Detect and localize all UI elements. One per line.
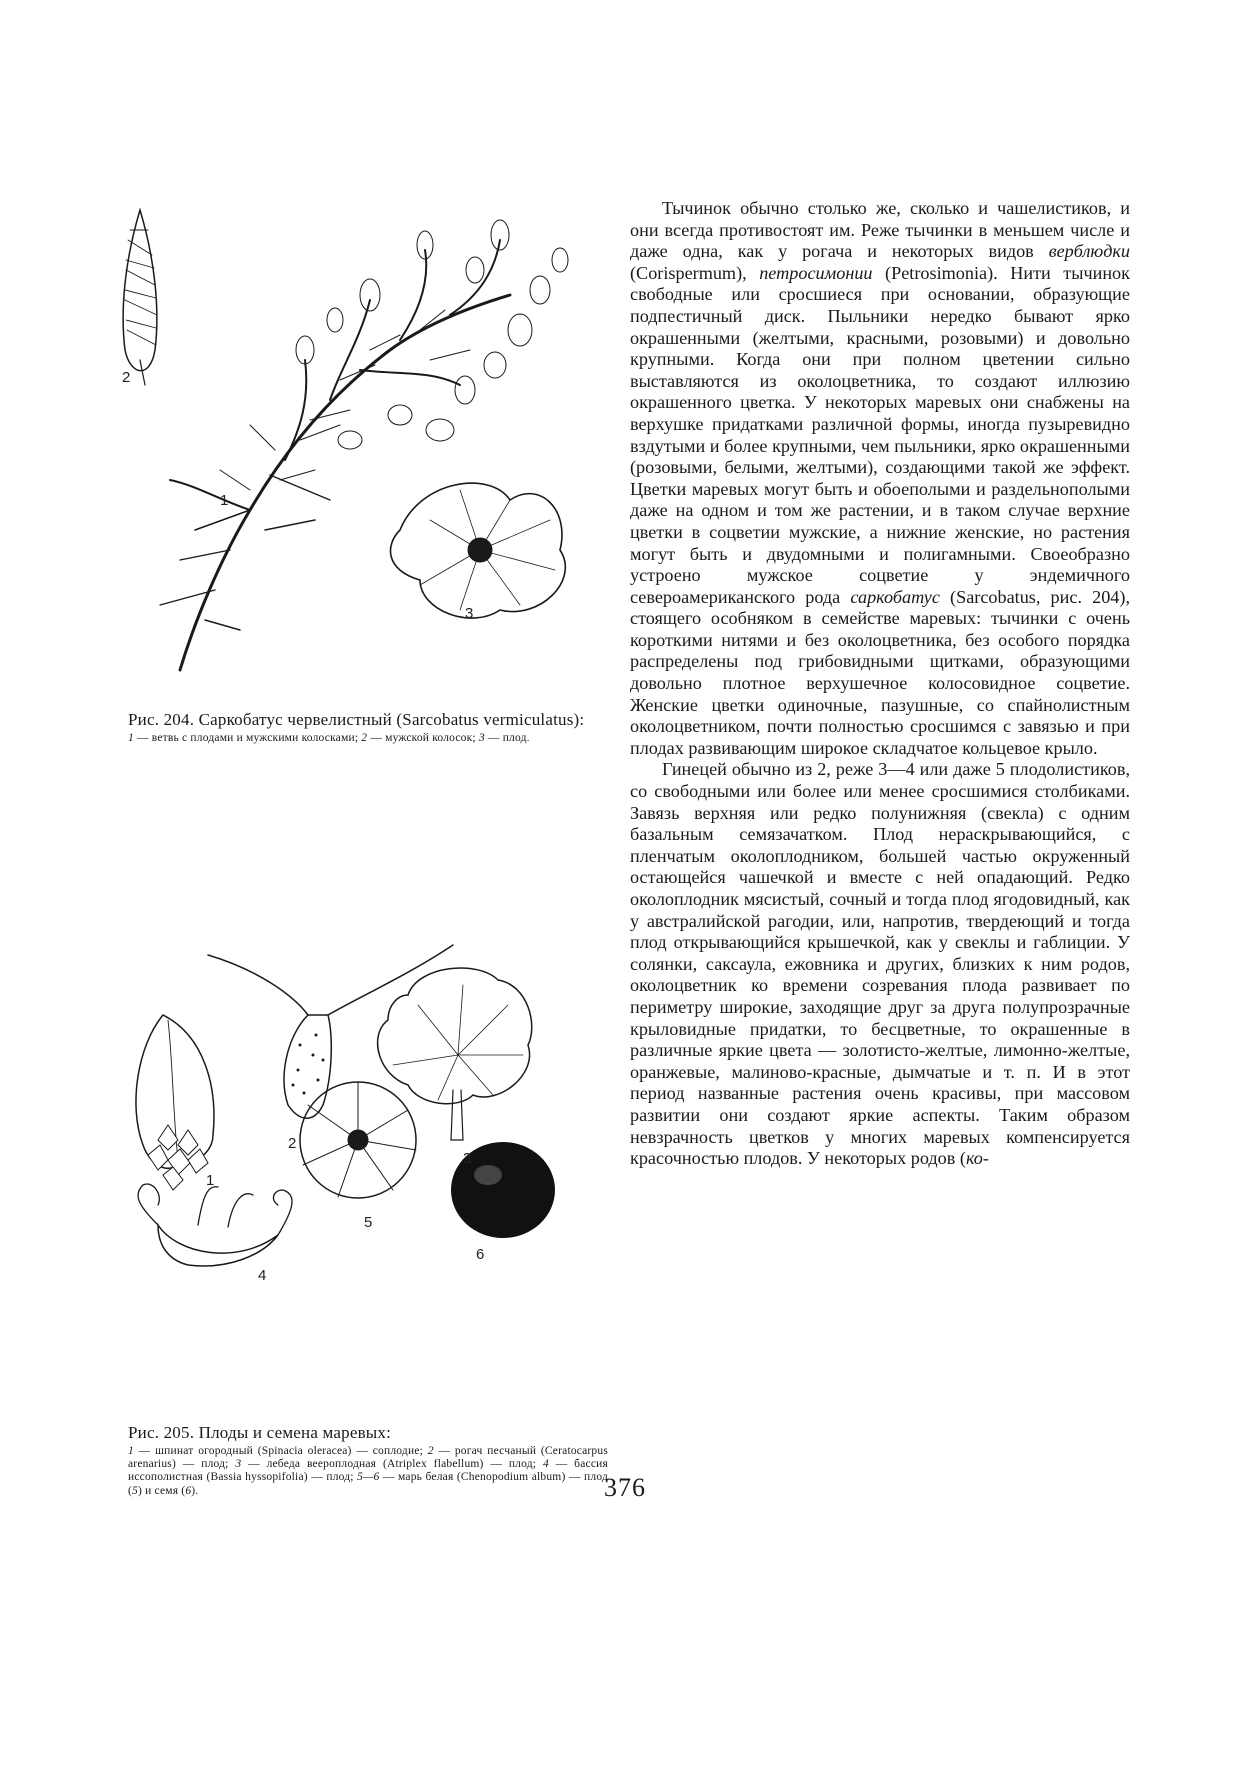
figure-205-label-5: 5 [364,1214,373,1231]
figure-204-label-2: 2 [122,369,131,386]
figure-204-legend: 1 — ветвь с плодами и мужскими колосками; 2 — мужской колосок; 3 — плод. [128,732,530,745]
figure-204-label-3: 3 [465,605,474,622]
figure-205-label-6: 6 [476,1246,485,1263]
figure-204-illustration [100,200,600,700]
figure-204-label-1: 1 [220,492,229,509]
page-number: 376 [604,1473,646,1502]
male-spike [123,210,157,371]
body-text-column [630,198,1130,1170]
spinach-infructescence [136,1015,214,1168]
figure-205-label-3: 3 [463,1150,472,1167]
figure-205-legend: 1 — шпинат огородный (Spinacia oleracea) — соплодие; 2 — рогач песчаный (Ceratocarpus arenarius) — плод; 3 — лебеда веерoплодная (Atriplex flabellum) — плод; 4 — бассия иссополистная (Bassia hyssopifolia) — плод; 5—6 — марь белая (Chenopodium album) — плод (5) и семя (6). [128,1445,609,1497]
figure-204-title: Рис. 204. Саркобатус червелистный (Sarcobatus vermiculatus): [128,710,585,729]
bassia-fruit [158,1225,278,1266]
branch-stem [180,295,510,670]
figure-205-label-2: 2 [288,1135,297,1152]
ceratocarpus-fruit [284,1015,331,1118]
body-paragraph-1: Тычинок обычно столько же, сколько и чашелистиков, и они всегда противостоят им. Реже тычинки в меньшем числе и даже одна, как у рогача и некоторых видов верблюдки (Corispermum), петросимонии (Petrosimonia). Нити тычинок свободные или сросшиеся при основании, образующие подпестичный диск. Пыльники нередко бывают ярко окрашенными (желтыми, красными, розовыми) и довольно крупными. Когда они при полном цветении сильно выставляются из околоцветника, то создают иллюзию окрашенного цветка. У некоторых маревых они снабжены на верхушке придатками различной формы, иногда пузыревидно вздутыми и более крупными, чем пыльники, ярко окрашенными (розовыми, белыми, желтыми), создающими такой же эффект. Цветки маревых могут быть и обоеполыми и раздельнополыми даже на одном и том же растении, и в таком случае верхние цветки в соцветии мужские, а нижние женские, но растения могут быть и двудомными и полигамными. Своеобразно устроено мужское соцветие у эндемичного североамериканского рода саркобатус (Sarcobatus, рис. 204), стоящего особняком в семействе маревых: тычинки с очень короткими нитями и без околоцветника, без особого порядка распределены под грибовидными щитками, образующими довольно плотное верхушечное колосовидное соцветие. Женские цветки одиночные, пазушные, со спайнолистным околоцветником, почти полностью сросшимся с завязью и при плодах развивающим широкое складчатое кольцевое крыло. [630,198,1130,758]
figure-204-caption [128,710,608,745]
figure-205-title: Рис. 205. Плоды и семена маревых: [128,1423,392,1442]
figure-205-label-4: 4 [258,1267,267,1284]
body-paragraph-2: Гинецей обычно из 2, реже 3—4 или даже 5 плодолистиков, со свободными или более или менее сросшимися столбиками. Завязь верхняя или редко полунижняя (свекла) с одним базальным семязачатком. Плод нераскрывающийся, с пленчатым околоплодником, большей частью окруженный остающейся чашечкой и вместе с ней опадающий. Редко околоплодник мясистый, сочный и тогда плод ягодовидный, как у австралийской рагодии, или, напротив, твердеющий и тогда плод открывающийся крышечкой, как у свеклы и габлиции. У солянки, саксаула, ежовника и других, близких к ним родов, околоцветник ко времени созревания плода развивает по периметру широкие, заходящие друг за друга полупрозрачные крыловидные придатки, то бесцветные, то окрашенные в различные яркие цвета — золотисто-желтые, лимонно-желтые, оранжевые, малиново-красные, дымчатые и т. п. И в этот период названные растения очень красивы, при массовом развитии они создают яркие аспекты. Таким образом невзрачность цветков у многих маревых компенсируется красочностью плодов. У некоторых родов (ко- [630,759,1130,1169]
figure-205-illustration [118,935,618,1420]
atriplex-fruit [378,968,532,1104]
figure-205-label-1: 1 [206,1172,215,1189]
